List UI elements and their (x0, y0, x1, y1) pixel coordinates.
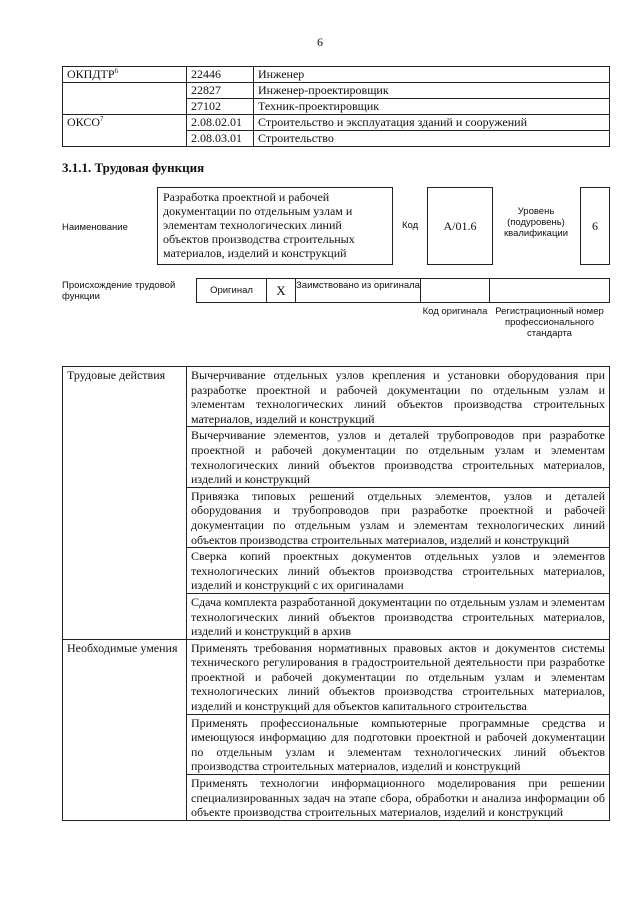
function-details-table (62, 366, 610, 821)
table-row (63, 115, 610, 131)
function-name-box: Разработка проектной и рабочей документации по отдельным узлам и элементам технологических линий объектов производства строительных материалов, изделий и конструкций (157, 187, 393, 265)
table-row (63, 67, 610, 83)
classification-table (62, 66, 610, 147)
labor-action-item: Сверка копий проектных документов отдельных узлов и элементов технологических линий объектов производства строительных материалов, изделий и конструкций с их оригиналами (187, 548, 610, 594)
caption-code: Код оригинала (422, 306, 488, 317)
classifier-code: 27102 (187, 99, 254, 115)
table-row (63, 367, 610, 427)
table-row (63, 131, 610, 147)
origin-mark-cell: X (266, 278, 296, 303)
classifier-label (63, 83, 187, 99)
classifier-name: Строительство и эксплуатация зданий и сооружений (254, 115, 610, 131)
labor-action-item: Привязка типовых решений отдельных элементов, узлов и деталей оборудования и трубопроводов при разработке проектной и рабочей документации по отдельным узлам и элементам технологических линий объектов производства строительных материалов, изделий и конструкций (187, 487, 610, 547)
origin-borrowed-cell: Заимствовано из оригинала (295, 278, 421, 303)
table-row (63, 99, 610, 115)
origin-code-cell (420, 278, 490, 303)
table-row (63, 83, 610, 99)
name-label: Наименование (62, 222, 128, 233)
classifier-code: 2.08.02.01 (187, 115, 254, 131)
skill-item: Применять технологии информационного моделирования при решении специализированных задач на этапе сбора, обработки и анализа информации об объекте производства строительных материалов, изделий и конструкций (187, 775, 610, 821)
classifier-code: 2.08.03.01 (187, 131, 254, 147)
classifier-code: 22827 (187, 83, 254, 99)
classifier-code: 22446 (187, 67, 254, 83)
function-heading: 3.1.1. Трудовая функция (62, 160, 205, 175)
skill-item: Применять требования нормативных правовых актов и документов системы технического регулирования в градостроительной деятельности при разработке проектной и рабочей документации по отдельным узлам и элементам технологических линий объектов производства строительных материалов, изделий и конструкций для объектов капитального строительства (187, 639, 610, 714)
classifier-label (63, 99, 187, 115)
classifier-name: Техник-проектировщик (254, 99, 610, 115)
function-code-box: A/01.6 (427, 187, 493, 265)
origin-original-cell: Оригинал (196, 278, 267, 303)
labor-actions-label: Трудовые действия (63, 367, 187, 640)
labor-action-item: Вычерчивание элементов, узлов и деталей трубопроводов при разработке проектной и рабочей документации по отдельным узлам и элементам технологических линий объектов производства строительных материалов, изделий и конструкций (187, 427, 610, 487)
skill-item: Применять профессиональные компьютерные программные средства и имеющуюся информацию для подготовки проектной и рабочей документации по отдельным узлам и элементам технологических линий объектов производства строительных материалов, изделий и конструкций (187, 714, 610, 774)
origin-label: Происхождение трудовой функции (62, 280, 176, 302)
classifier-label: ОКСО$^7$ (63, 115, 187, 131)
labor-action-item: Сдача комплекта разработанной документации по отдельным узлам и элементам технологических линий объектов производства строительных материалов, изделий и конструкций в архив (187, 593, 610, 639)
code-label: Код (402, 220, 419, 231)
caption-reg: Регистрационный номер профессионального стандарта (495, 306, 604, 339)
table-row (63, 639, 610, 714)
classifier-name: Инженер (254, 67, 610, 83)
skills-label: Необходимые умения (63, 639, 187, 820)
classifier-label: ОКПДТР$^6$ (63, 67, 187, 83)
classifier-name: Инженер-проектировщик (254, 83, 610, 99)
page-number: 6 (317, 35, 323, 49)
level-label: Уровень (подуровень) квалификации (503, 206, 569, 239)
level-value-box: 6 (580, 187, 610, 265)
classifier-label (63, 131, 187, 147)
origin-reg-cell (489, 278, 610, 303)
labor-action-item: Вычерчивание отдельных узлов крепления и установки оборудования при разработке проектной и рабочей документации по отдельным узлам и элементам технологических линий объектов производства строительных материалов, изделий и конструкций (187, 367, 610, 427)
classifier-name: Строительство (254, 131, 610, 147)
